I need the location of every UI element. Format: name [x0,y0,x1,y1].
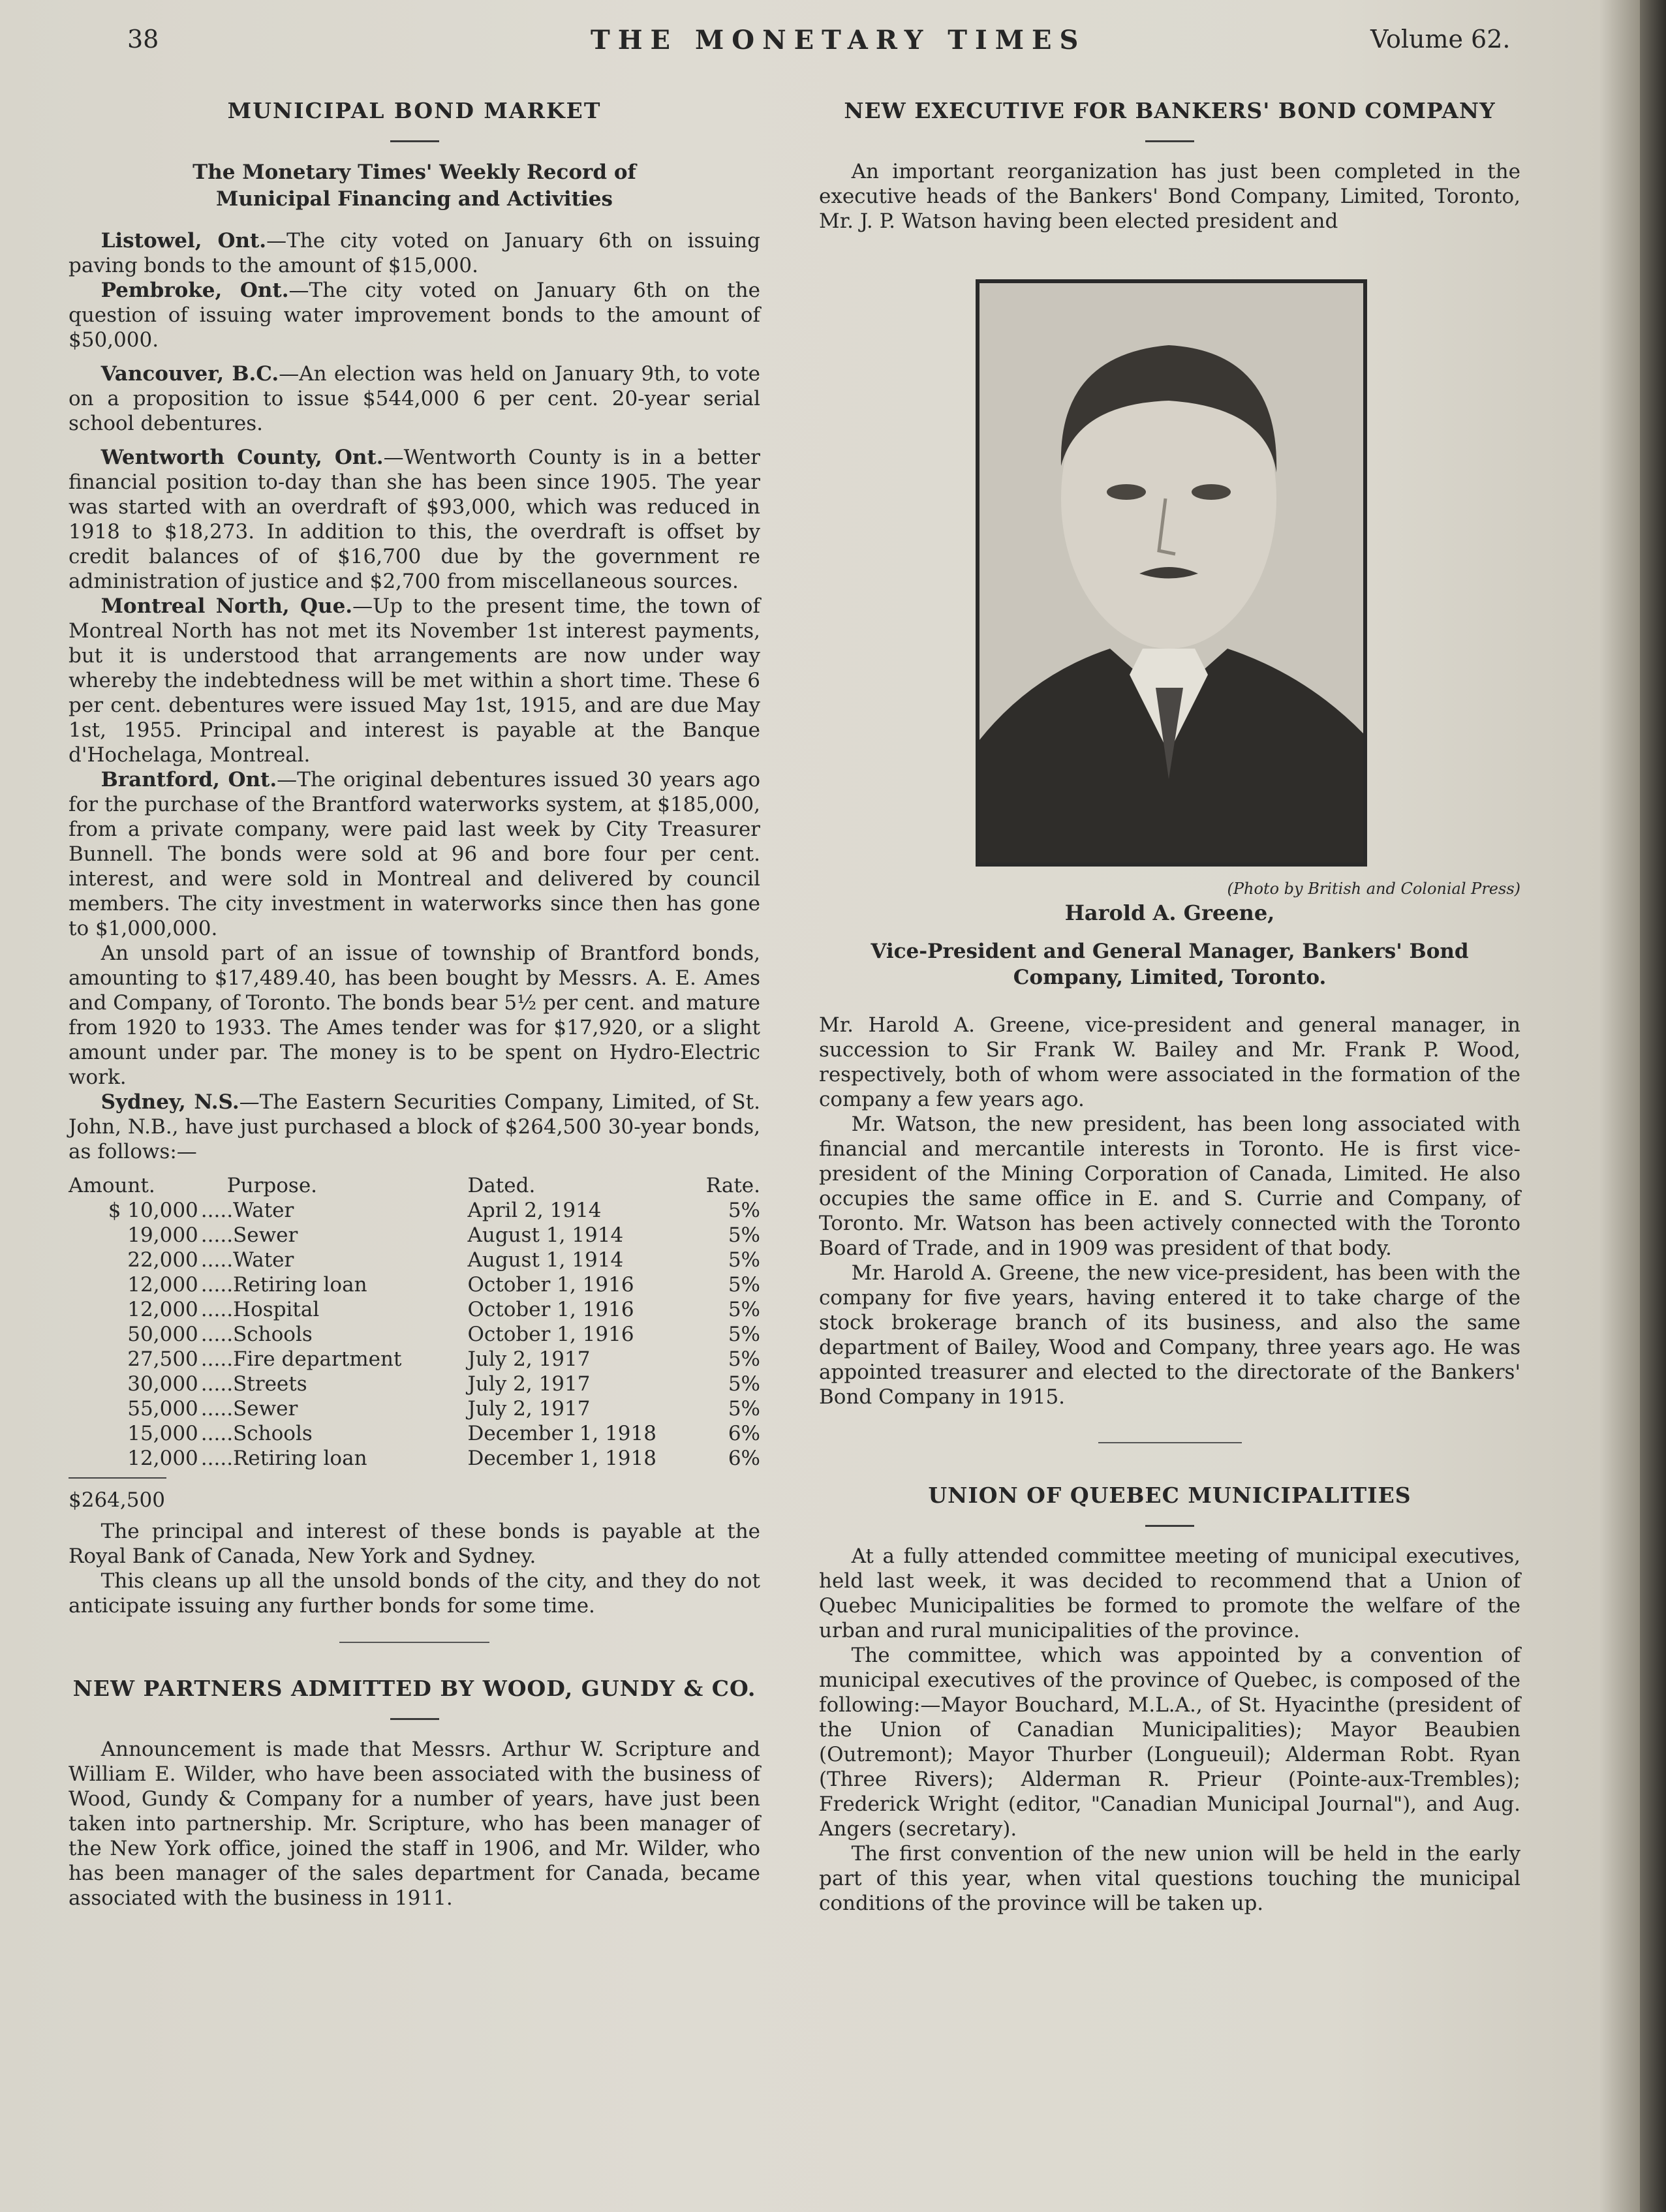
bond-amount-cell: 22,000 [127,1248,198,1272]
section-divider [1098,1442,1242,1443]
bond-dated-cell: October 1, 1916 [467,1323,634,1346]
photo-credit: (Photo by British and Colonial Press) [1227,880,1520,898]
bond-amount-cell: 15,000 [127,1422,198,1445]
section-divider [339,1642,489,1643]
wood-gundy-title: NEW PARTNERS ADMITTED BY WOOD, GUNDY & CO. [72,1676,756,1701]
bond-amount-cell: 12,000 [127,1298,198,1321]
bond-amount-cell: 12,000 [127,1447,198,1470]
item-listowel: Listowel, Ont.—The city voted on January 6th on issuing paving bonds to the amount of $15,000. [69,229,760,277]
bond-amount-cell: 30,000 [127,1372,198,1396]
bond-rate-cell: 5% [728,1248,760,1272]
table-row [69,1396,760,1421]
header-amount: Amount. [69,1174,155,1197]
title-rule [1145,1525,1194,1527]
table-row [69,1223,760,1248]
table-row [69,1421,760,1446]
bond-purpose-cell: .....Water [200,1199,294,1222]
bond-amount-cell: 55,000 [127,1397,198,1421]
table-row [69,1198,760,1223]
bond-rate-cell: 5% [728,1298,760,1321]
bond-dated-cell: December 1, 1918 [467,1447,656,1470]
bankers-bond-para-3: Mr. Harold A. Greene, the new vice-president, has been with the company for five years, having entered it to take charge of the stock brokerage branch of its business, and also the same department of Bailey, Wood and Company, three years ago. He was appointed treasurer and elected to the directorate of the Bankers' Bond Company in 1915. [819,1261,1520,1409]
caption-name: Harold A. Greene, [1064,900,1275,925]
item-sydney: Sydney, N.S.—The Eastern Securities Company, Limited, of St. John, N.B., have just purchased a block of $264,500 30-year bonds, as follows:— [69,1090,760,1163]
bond-purpose-cell: .....Sewer [200,1397,298,1421]
wood-gundy-text: Announcement is made that Messrs. Arthur W. Scripture and William E. Wilder, who have been associated with the business of Wood, Gundy & Company for a number of years, have just been taken into partnership. Mr. Scripture, who has been manager of the New York office, joined the staff in 1906, and Mr. Wilder, who has been manager of the sales department for Canada, became associated with the business in 1911. [69,1738,760,1910]
bankers-bond-para-1: Mr. Harold A. Greene, vice-president and general manager, in succession to Sir Frank W. Bailey and Mr. Frank P. Wood, respectively, both of whom were associated in the formation of the company a few years ago. [819,1013,1520,1111]
bond-purpose-cell: .....Fire department [200,1347,402,1371]
table-row [69,1297,760,1322]
title-rule [390,140,439,142]
bond-dated-cell: December 1, 1918 [467,1422,656,1445]
right-column [819,98,1520,1916]
table-row [69,1322,760,1347]
bankers-bond-para-2: Mr. Watson, the new president, has been long associated with financial and mercantile interests in Toronto. He is first vice-president of the Mining Corporation of Canada, Limited. He also occupies the same office in E. and S. Currie and Company, of Toronto. Mr. Watson has been actively connected with the Toronto Board of Trade, and in 1909 was president of that body. [819,1113,1520,1260]
bankers-bond-title: NEW EXECUTIVE FOR BANKERS' BOND COMPANY [844,98,1496,123]
union-quebec-title: UNION OF QUEBEC MUNICIPALITIES [928,1482,1411,1508]
bond-rate-cell: 5% [728,1273,760,1297]
bond-rate-cell: 6% [728,1422,760,1445]
union-para-3: The first convention of the new union will be held in the early part of this year, when vital questions touching the municipal conditions of the province will be taken up. [819,1842,1520,1915]
bond-dated-cell: July 2, 1917 [467,1347,591,1371]
bankers-bond-intro: An important reorganization has just been completed in the executive heads of the Bankers' Bond Company, Limited, Toronto, Mr. J. P. Watson having been elected president and [819,160,1520,233]
bond-dated-cell: July 2, 1917 [467,1372,591,1396]
table-header-row [69,1173,760,1198]
table-row [69,1248,760,1272]
table-total: $264,500 [69,1488,165,1512]
total-rule [69,1477,166,1479]
bond-dated-cell: October 1, 1916 [467,1298,634,1321]
volume-label: Volume 62. [1370,25,1511,54]
sydney-bonds-table [69,1173,760,1471]
bond-rate-cell: 5% [728,1223,760,1247]
sydney-cleanup-note: This cleans up all the unsold bonds of the city, and they do not anticipate issuing any further bonds for some time. [69,1569,760,1618]
page-number: 38 [127,25,159,54]
left-column [69,98,760,1911]
bond-purpose-cell: .....Schools [200,1422,313,1445]
municipal-subtitle: The Monetary Times' Weekly Record of Municipal Financing and Activities [193,161,636,211]
bond-amount-cell: $ 10,000 [108,1199,198,1222]
bond-dated-cell: October 1, 1916 [467,1273,634,1297]
header-rate: Rate. [705,1174,760,1197]
item-vancouver: Vancouver, B.C.—An election was held on January 9th, to vote on a proposition to issue $544,000 6 per cent. 20-year serial school debentures. [69,362,760,435]
table-row [69,1372,760,1396]
bond-rate-cell: 5% [728,1323,760,1346]
title-rule [390,1718,439,1720]
bond-rate-cell: 6% [728,1447,760,1470]
bond-amount-cell: 19,000 [127,1223,198,1247]
portrait-photo [976,279,1367,867]
header-dated: Dated. [467,1174,536,1197]
bond-rate-cell: 5% [728,1372,760,1396]
caption-role: Vice-President and General Manager, Bankers' Bond Company, Limited, Toronto. [871,940,1469,989]
table-row [69,1347,760,1372]
item-pembroke: Pembroke, Ont.—The city voted on January 6th on the question of issuing water improvement bonds to the amount of $50,000. [69,279,760,352]
bond-dated-cell: July 2, 1917 [467,1397,591,1421]
bond-purpose-cell: .....Hospital [200,1298,320,1321]
bond-purpose-cell: .....Streets [200,1372,307,1396]
bond-purpose-cell: .....Retiring loan [200,1447,367,1470]
bond-rate-cell: 5% [728,1347,760,1371]
municipal-bond-market-title: MUNICIPAL BOND MARKET [227,98,602,123]
title-rule [1145,140,1194,142]
bond-amount-cell: 27,500 [127,1347,198,1371]
bond-amount-cell: 12,000 [127,1273,198,1297]
bond-amount-cell: 50,000 [127,1323,198,1346]
table-body [69,1198,760,1471]
portrait-illustration [980,283,1363,863]
bond-purpose-cell: .....Water [200,1248,294,1272]
union-para-2: The committee, which was appointed by a convention of municipal executives of the province of Quebec, is composed of the following:—Mayor Bouchard, M.L.A., of St. Hyacinthe (president of the Union of Canadian Municipalities); Mayor Beaubien (Outremont); Mayor Thurber (Longueuil); Alderman Robt. Ryan (Three Rivers); Alderman R. Prieur (Pointe-aux-Trembles); Frederick Wright (editor, "Canadian Municipal Journal"), and Aug. Angers (secretary). [819,1644,1520,1841]
bond-dated-cell: August 1, 1914 [467,1223,624,1247]
bond-rate-cell: 5% [728,1199,760,1222]
bond-dated-cell: April 2, 1914 [467,1199,602,1222]
table-row [69,1272,760,1297]
item-montreal-north: Montreal North, Que.—Up to the present time, the town of Montreal North has not met its November 1st interest payments, but it is understood that arrangements are now under way whereby the indebtedness will be met within a short time. These 6 per cent. debentures were issued May 1st, 1915, and are due May 1st, 1955. Principal and interest is payable at the Banque d'Hochelaga, Montreal. [69,594,760,767]
sydney-payable-note: The principal and interest of these bonds is payable at the Royal Bank of Canada, New York and Sydney. [69,1520,760,1568]
publication-title: THE MONETARY TIMES [591,25,1087,55]
item-brantford-township: An unsold part of an issue of township of Brantford bonds, amounting to $17,489.40, has been bought by Messrs. A. E. Ames and Company, of Toronto. The bonds bear 5½ per cent. and mature from 1920 to 1933. The Ames tender was for $17,920, or a slight amount under par. The money is to be spent on Hydro-Electric work. [69,942,760,1089]
bond-purpose-cell: .....Sewer [200,1223,298,1247]
book-spine-shadow [1640,0,1666,2212]
header-purpose: Purpose. [226,1174,318,1197]
table-row [69,1446,760,1471]
item-wentworth: Wentworth County, Ont.—Wentworth County is in a better financial position to-day than she has been since 1905. The year was started with an overdraft of $93,000, which was reduced in 1918 to $18,273. In addition to this, the overdraft is offset by credit balances of of $16,700 due by the government re administration of justice and $2,700 from miscellaneous sources. [69,446,760,593]
item-brantford: Brantford, Ont.—The original debentures issued 30 years ago for the purchase of the Brantford waterworks system, at $185,000, from a private company, were paid last week by City Treasurer Bunnell. The bonds were sold at 96 and bore four per cent. interest, and were sold in Montreal and delivered by council members. The city investment in waterworks since then has gone to $1,000,000. [69,768,760,940]
union-para-1: At a fully attended committee meeting of municipal executives, held last week, it was decided to recommend that a Union of Quebec Municipalities be formed to promote the welfare of the urban and rural municipalities of the province. [819,1544,1520,1642]
bond-rate-cell: 5% [728,1397,760,1421]
bond-purpose-cell: .....Retiring loan [200,1273,367,1297]
bond-purpose-cell: .....Schools [200,1323,313,1346]
bond-dated-cell: August 1, 1914 [467,1248,624,1272]
